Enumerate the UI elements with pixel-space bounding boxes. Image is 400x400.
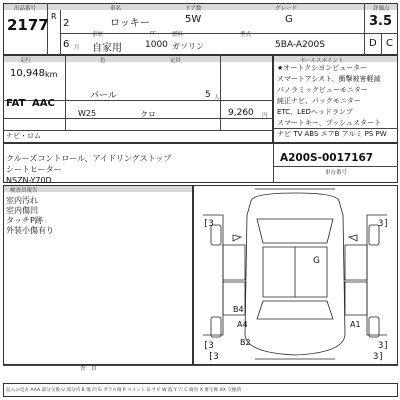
mileage-header: 走行 xyxy=(20,58,32,64)
score-header: 評価点 xyxy=(373,6,390,12)
rear-window xyxy=(257,301,333,319)
aircon-value: AAC xyxy=(32,98,55,109)
cc-label: cc xyxy=(150,30,157,36)
displacement-value: 1000 xyxy=(145,40,168,50)
damage-mark: B4 xyxy=(233,305,244,314)
inspector-item: 外装小傷有り xyxy=(6,226,54,235)
bracket-mark: [3 xyxy=(208,352,219,362)
equipment-list: ナビ TV ABS エアB アルミ PS PW xyxy=(277,130,387,138)
make-model: ロッキー xyxy=(110,18,150,29)
bracket-mark: [3 xyxy=(203,219,214,229)
inspector-item: タッチP跡 xyxy=(6,216,43,225)
tire-value: クロ xyxy=(140,110,156,119)
mileage-unit: km xyxy=(45,70,58,79)
nav-label: ナビ・ロム xyxy=(6,132,41,140)
year-value: 2 xyxy=(63,18,70,29)
lot-header: 出品番号 xyxy=(14,6,37,12)
bracket-mark: [3 xyxy=(203,341,214,351)
month-unit: 月 xyxy=(74,45,80,51)
sales-points-title: セールスポイント xyxy=(300,58,344,64)
right-rear-door xyxy=(345,282,367,315)
footer-fine-print: 記入の見方 AAA 部分交換 U 部分凹 B 傷 凹 G ガラス傷 P ペイント S サビ W 波 Y 穴 C 腐食 X 要交換 XX 交換済 xyxy=(6,388,242,393)
recycle-unit: 円 xyxy=(262,113,268,119)
sales-point-item: 純正ナビ、バックモニター xyxy=(277,97,361,105)
sales-point-item: スマートアシスト、衝撃被害軽減 xyxy=(277,75,381,83)
capacity-value: 5 xyxy=(205,90,211,100)
right-rear-wheel xyxy=(369,317,379,337)
grade-header: グレード xyxy=(275,6,298,12)
inspector-item: 室内汚れ xyxy=(6,196,38,205)
note-line: クルーズコントロール、アイドリングストップ xyxy=(6,154,172,163)
damage-mark: B2 xyxy=(240,338,251,347)
recycle-value: 9,260 xyxy=(228,108,254,118)
chassis-label: 車台番号 xyxy=(325,170,348,176)
shift-value: FAT xyxy=(6,98,26,109)
interior-score: D xyxy=(369,38,377,49)
mileage-value: 10,948 xyxy=(10,68,45,79)
footer-section-label: 査 員 xyxy=(80,366,97,372)
exterior-score: C xyxy=(386,38,393,49)
capacity-header: 定員 xyxy=(170,58,182,64)
sales-point-item: スマートキー、プッシュスタート xyxy=(277,119,381,127)
grade-value: G xyxy=(285,14,293,25)
fuel-value: ガソリン xyxy=(172,42,204,51)
doors-value: 5W xyxy=(185,14,202,25)
sales-point-item: ETC、LEDヘッドランプ xyxy=(277,108,353,116)
left-front-door xyxy=(223,245,245,280)
chassis-number: A200S-0017167 xyxy=(280,152,374,164)
right-front-door xyxy=(345,245,367,280)
inspector-list xyxy=(6,196,54,236)
inspector-item: 室内傷凹 xyxy=(6,206,38,215)
seats-unit: 人 xyxy=(214,95,220,101)
inspector-title: 検査員報告 xyxy=(10,188,38,194)
size-code: W25 xyxy=(78,109,97,118)
usage-label: 車歴 xyxy=(92,32,104,38)
fuel-label: 燃料 xyxy=(172,32,184,38)
damage-mark: A1 xyxy=(350,320,361,329)
lot-number: 2177 xyxy=(7,16,49,34)
damage-mark: G xyxy=(313,256,320,266)
model-code: 5BA-A200S xyxy=(275,40,325,50)
damage-mark: A4 xyxy=(237,320,248,329)
note-line: シートヒーター xyxy=(6,165,62,174)
left-rear-wheel xyxy=(211,317,221,337)
windshield xyxy=(257,219,333,243)
score-value: 3.5 xyxy=(369,14,393,29)
usage-value: 自家用 xyxy=(92,43,122,54)
bracket-mark: 3] xyxy=(378,341,389,351)
notes-list xyxy=(6,153,171,186)
sales-points-list xyxy=(277,63,381,129)
note-line: NSZN-Y70D xyxy=(6,176,52,185)
car-diagram xyxy=(193,185,398,365)
doors-header: ドア数 xyxy=(185,6,202,12)
month-value: 6 xyxy=(63,39,70,50)
bracket-mark: 3] xyxy=(378,219,389,229)
year-era: R xyxy=(51,12,57,21)
sales-point-item: ★オートクシヨンピューター xyxy=(277,64,368,72)
car-name-header: 車名 xyxy=(110,6,122,12)
color-header: 色 xyxy=(100,58,106,64)
color-value: パール xyxy=(90,91,117,101)
model-label: 型式 xyxy=(240,32,252,38)
bracket-mark: 3] xyxy=(373,352,384,362)
sales-point-item: パノラミックビューモニター xyxy=(277,86,368,94)
